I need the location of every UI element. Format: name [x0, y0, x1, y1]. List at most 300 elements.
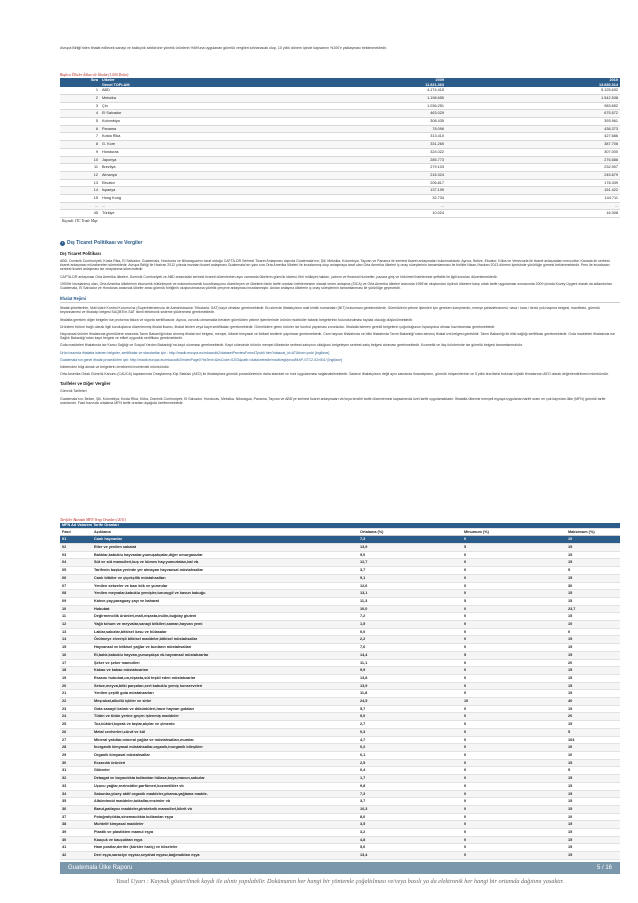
maximum-cell: 30: [566, 582, 620, 590]
header-country: Ülkeler: [100, 78, 332, 83]
description-cell: Et,balık,kabuklu hayvan,yumuşakça vb.hayvansal müstahzarlar: [92, 651, 358, 659]
table-row: [60, 821, 620, 829]
table-row: [60, 790, 620, 798]
import-countries-table: [60, 78, 620, 225]
maximum-cell: 10: [566, 813, 620, 821]
country-cell: ABD: [100, 87, 332, 94]
table-row: [60, 605, 620, 613]
maximum-cell: 15: [566, 821, 620, 829]
description-cell: Canlı bitkiler ve çiçekçilik müstahsalları: [92, 574, 358, 582]
country-cell: ...: [100, 202, 332, 210]
maximum-cell: 15: [566, 705, 620, 713]
average-cell: 13,4: [358, 852, 462, 860]
value-2010-cell: 427.686: [446, 133, 620, 141]
table-row: [60, 590, 620, 598]
maximum-cell: 40: [566, 698, 620, 706]
table-row: [60, 102, 620, 110]
value-2009-cell: 279.103: [332, 164, 446, 172]
fasil-cell: 07: [60, 582, 92, 590]
rank-cell: 9: [60, 148, 100, 156]
mfn-table-wrapper: [60, 518, 620, 860]
table-row: [60, 775, 620, 783]
fasil-cell: 19: [60, 674, 92, 682]
country-cell: Türkiye: [100, 210, 332, 218]
minimum-cell: 0: [462, 705, 566, 713]
table-row: [60, 187, 620, 195]
description-cell: Tuz,kükürt,toprak ve taşlar,alçılar ve çimento: [92, 721, 358, 729]
paragraph: Ürünlerin türüne bağlı olarak ilgili kuruluşlarca düzenlenmiş ithalat lisansı, ithalat izinleri veya kayıt sertifikaları gerekmektedir. Gümrüklere gelen ürünler ise kontrol yapılması zorunludur. İthalatta istenen gerekli belgelerin çoğunluğunun İspanyolca olması hazırlanması gerekmektedir.: [60, 324, 496, 329]
minimum-cell: 0: [462, 790, 566, 798]
country-cell: Honduras: [100, 148, 332, 156]
value-2009-cell: 331.265: [332, 141, 446, 149]
value-2010-cell: 307.000: [446, 148, 620, 156]
minimum-cell: 0: [462, 605, 566, 613]
description-cell: Yağlı tohum ve meyvalar,sanayi bitkileri,saman,hayvan yemi: [92, 621, 358, 629]
description-cell: Fotoğrafçılıkta,sinemacılıkta kullanılan eşya: [92, 813, 358, 821]
table-row: [60, 728, 620, 736]
table-row: [60, 813, 620, 821]
description-cell: Hububat: [92, 605, 358, 613]
average-cell: 0,0: [358, 628, 462, 636]
description-cell: Sabunlar,yüzey aktif organik maddeler,yıkama-yağlama madde.: [92, 790, 358, 798]
description-cell: Yenilen sebzeler ve bazı kök ve yumrular: [92, 582, 358, 590]
average-cell: 9,8: [358, 782, 462, 790]
link-paragraph[interactable]: Ürün bazında ithalatta istenen belgeler, sertifikalar ve standartlar için : http://madb.europa.eu/mkaccdb2/datasetPreviewFormATpubli.htm?datacat_id=AT&from=publ [ingilizce]: [60, 350, 330, 355]
fasil-cell: 09: [60, 597, 92, 605]
maximum-cell: 15: [566, 644, 620, 652]
maximum-cell: 5: [566, 567, 620, 575]
maximum-cell: 10: [566, 751, 620, 759]
country-cell: Kosta Rika: [100, 133, 332, 141]
description-cell: Değirmencilik ürünleri,malt,nişasta,inülin,buğday gluteni: [92, 613, 358, 621]
maximum-cell: 15: [566, 690, 620, 698]
description-cell: Canlı hayvanlar: [92, 536, 358, 544]
average-cell: 5,6: [358, 844, 462, 852]
maximum-cell: 15: [566, 682, 620, 690]
description-cell: Gübreler: [92, 767, 358, 775]
table-row: [60, 87, 620, 94]
minimum-cell: 0: [462, 582, 566, 590]
maximum-cell: 15: [566, 544, 620, 552]
rank-cell: 8: [60, 141, 100, 149]
average-cell: 14,4: [358, 651, 462, 659]
table-row: [60, 759, 620, 767]
description-cell: Etler ve yenilen sakatat: [92, 544, 358, 552]
paragraph: 1993'te imzalanmış olan, Orta Amerika ülkelerinin ekonomik bütünleşme ve makroekonomik koordinasyonu düzenleyen ve ülkelerin farklı tarife oranları belirlemesine olanak veren anlaşma (SICA) ve Orta Amerika ülkeleri arasında 1998'de oluşturulan üçüncü ülkelere karşı ortak tarife uygulaması sonrasında 2009 yılında Kuzey Üçgeni olarak da adlandırılan Guatemala, El Salvador ve Honduras arasında ülkeler arası gümrük birliğinin oluşturulmasına yönelik çerçeve anlaşması imzalanmıştır. Anılan anlaşma ülkelerin iç onay süreçlerinin tamamlanması ile yürürlüğe geçecektir.: [60, 281, 612, 291]
minimum-cell: 0: [462, 590, 566, 598]
average-cell: 3,2: [358, 829, 462, 837]
table-row: [60, 551, 620, 559]
table-row: [60, 682, 620, 690]
value-2010-cell: 151.422: [446, 187, 620, 195]
trade-policy-section: [60, 240, 620, 408]
section-title: [60, 240, 620, 246]
rank-cell: 4: [60, 110, 100, 118]
average-cell: 3,7: [358, 567, 462, 575]
country-cell: Japonya: [100, 156, 332, 164]
value-2009-cell: 463.029: [332, 110, 446, 118]
average-cell: 11,8: [358, 690, 462, 698]
subheading-trade-policy: Dış Ticaret Politikası: [60, 251, 101, 256]
fasil-cell: 20: [60, 682, 92, 690]
table-row: [60, 836, 620, 844]
minimum-cell: 0: [462, 844, 566, 852]
maximum-cell: 15: [566, 759, 620, 767]
value-2009-cell: 324.022: [332, 148, 446, 156]
maximum-cell: 15: [566, 636, 620, 644]
table-row: [60, 628, 620, 636]
intro-paragraph: [60, 46, 620, 50]
description-cell: Kahve,çay,paraguay çayı ve baharat: [92, 597, 358, 605]
average-cell: 0,1: [358, 751, 462, 759]
average-cell: 7,3: [358, 790, 462, 798]
table-row: [60, 651, 620, 659]
table-row: [60, 202, 620, 210]
paragraph: CAFTA-DR anlaşması Orta Amerika ülkeleri, Dominik Cumhuriyeti ve ABD arasındaki serbest ticareti düzenlerken aynı zamanda ülkelerin gümrük idaresi, fikri mülkiyet hakları, yatırım ve finansal hizmetler, pazara giriş ve hükümet ihalelerinde şeffaflık ile ilgili konuları düzenlemektedir.: [60, 274, 498, 279]
table-row: [60, 798, 620, 806]
maximum-cell: 15: [566, 829, 620, 837]
maximum-cell: 15: [566, 798, 620, 806]
minimum-cell: 0: [462, 536, 566, 544]
description-cell: Örülmeye elverişli bitkisel maddeler,bitkisel müstahsallar: [92, 636, 358, 644]
table-row: [60, 156, 620, 164]
fasil-cell: 37: [60, 813, 92, 821]
description-cell: Sebze,meyva,bitki parçaları,sert kabuklu yemiş konserveleri: [92, 682, 358, 690]
description-cell: Laklar,sakızlar,bitkisel özsu ve hülasalar: [92, 628, 358, 636]
description-cell: Mineral yakıtlar,mineral yağlar ve müstahsalları,mumlar: [92, 736, 358, 744]
rank-cell: 11: [60, 164, 100, 172]
table-row: [60, 210, 620, 218]
table-row: [60, 148, 620, 156]
table-row: [60, 125, 620, 133]
fasil-cell: 36: [60, 805, 92, 813]
fasil-cell: 40: [60, 836, 92, 844]
value-2010-cell: 675.572: [446, 110, 620, 118]
description-cell: Deri eşya,saraciye eşyası,seyahat eşyası,bağırsaktan eşya: [92, 852, 358, 860]
maximum-cell: 5: [566, 767, 620, 775]
fasil-cell: 29: [60, 751, 92, 759]
description-cell: Eczacılık ürünleri: [92, 759, 358, 767]
fasil-cell: 38: [60, 821, 92, 829]
table-row: [60, 164, 620, 172]
table-row: [60, 713, 620, 721]
header-2010: 2010: [446, 78, 620, 83]
average-cell: 13,8: [358, 674, 462, 682]
value-2010-cell: 1.542.538: [446, 94, 620, 102]
description-cell: Ham postlar,deriler (kürkler hariç) ve köseleler: [92, 844, 358, 852]
value-2010-cell: 5.125.632: [446, 87, 620, 94]
minimum-cell: 0: [462, 751, 566, 759]
minimum-cell: 0: [462, 659, 566, 667]
maximum-cell: 0: [566, 628, 620, 636]
paragraph: Guatemala'nın; Belize, Şili, Kolombiya, Kosta Rika, Küba, Dominik Cumhuriyeti, El Salvador, Honduras, Meksika, Nikaragua, Panama, Tayvan ve ABD'ye serbest ticaret anlaşmaları ve/veya tercihli tarife düzenlemesi kapsamında özel tarife uygulamaktadır. İthalatta ülkemiz menşeli eşyaya uygulanan tarife oranı en çok kayırılan ülke (MFN) gümrük tarife oranlarıdır. Fasıl bazında ortalama MFN tarife oranları aşağıda özetlenmektedir:: [60, 396, 606, 405]
minimum-cell: 0: [462, 636, 566, 644]
country-cell: Almanya: [100, 171, 332, 179]
legal-disclaimer: Yasal Uyarı : Kaynak gösterilmek kaydı ile alıntı yapılabilir. Dokümanın her hangi bir yöntemle çoğaltılması ve/veya basılı ya da elektronik her hangi bir ortamda dağıtımı yasaktır.: [116, 878, 564, 885]
description-cell: Muhtelif kimyasal maddeler: [92, 821, 358, 829]
value-2010-cell: 276.586: [446, 156, 620, 164]
minimum-cell: 0: [462, 782, 566, 790]
maximum-cell: 15: [566, 559, 620, 567]
maximum-cell: 20: [566, 713, 620, 721]
maximum-cell: 15: [566, 721, 620, 729]
table-row: [60, 133, 620, 141]
fasil-cell: 28: [60, 744, 92, 752]
description-cell: Organik kimyasal müstahsallar: [92, 751, 358, 759]
fasil-cell: 10: [60, 605, 92, 613]
fasil-cell: 08: [60, 590, 92, 598]
fasil-cell: 06: [60, 574, 92, 582]
table-row: [60, 829, 620, 837]
table-row: [60, 195, 620, 203]
fasil-cell: 21: [60, 690, 92, 698]
paragraph: ABD, Dominik Cumhuriyeti, Kosta Rika, El Salvador, Guatemala, Honduras ve Nikaragua'nın taraf olduğu CAFTA-DR Serbest Ticaret Anlaşması dışında Guatemala'nın; Şili, Meksika, Kolombiya, Tayvan ve Panama ile serbest ticaret anlaşmaları bulunmaktadır. Ayrıca, Belize, Ekvator, Küba ve Venezuela ile ticaret anlaşmaları mevcuttur. Kanada ile serbest ticaret anlaşması müzakereleri sürmektedir. Avrupa Birliği ile Haziran 2012 yılında imzalan ticaret anlaşması Guatemala'nın yanı sıra Orta Amerika ülkeleri ile imzalanmış olup anlaşmaya taraf olan Orta Amerika ülkeleri iç onay süreçlerinin tamamlanması ile birlikte Nisan-Haziran 2013 dönemi içerisinde yürürlüğe girmesi beklenmektedir. Peru ile imzalanan serbest ticaret anlaşması ise onaylanma sürecindedir.: [60, 259, 610, 272]
fasil-cell: 16: [60, 651, 92, 659]
country-cell: Kolombiya: [100, 118, 332, 126]
rank-cell: 3: [60, 102, 100, 110]
value-2009-cell: 206.817: [332, 179, 446, 187]
fasil-cell: 13: [60, 628, 92, 636]
fasil-cell: 27: [60, 736, 92, 744]
rank-cell: 15: [60, 195, 100, 203]
rank-cell: 2: [60, 94, 100, 102]
table-row: [60, 621, 620, 629]
average-cell: 9,0: [358, 713, 462, 721]
page-number: 5 / 16: [596, 865, 612, 871]
table-row: [60, 751, 620, 759]
paragraph: İthalat şirketlerinin, Mali İdare Kontrol Kurumu'na (Superintendencia de Administración Tributaria, SAT) kayıt olmaları gerekmektedir. Bu sürecte ithalatçıların mali kimlik numaraları (NIT) bulunması gerekmektedir. Gümrüklerin çekme işlemleri için gereken konşimento, menşe şahadetnamesi, hava / kara / deniz yolu taşıma belgesi, manifesto, gümrük beyannamesi ve ithalatçı belgesi SAQB'E/e-SAT isimli elektronik sisteme yüklenmesi gerekmektedir.: [60, 306, 600, 315]
table-row: [60, 844, 620, 852]
maximum-cell: 15: [566, 805, 620, 813]
table-row: [60, 736, 620, 744]
fasil-cell: 02: [60, 544, 92, 552]
value-2009-cell: ...: [332, 202, 446, 210]
average-cell: 1,5: [358, 621, 462, 629]
maximum-cell: 15: [566, 597, 620, 605]
fasil-cell: 23: [60, 705, 92, 713]
fasil-cell: 31: [60, 767, 92, 775]
description-cell: Debagat ve boyacılıkta kullanılan hülasa,boya,macun,sakızlar: [92, 775, 358, 783]
table-row: [60, 110, 620, 118]
rank-cell: 10: [60, 156, 100, 164]
minimum-cell: 5: [462, 651, 566, 659]
average-cell: 10,3: [358, 805, 462, 813]
table-row: [60, 536, 620, 544]
fasil-cell: 05: [60, 567, 92, 575]
fasil-cell: 03: [60, 551, 92, 559]
rank-cell: 7: [60, 133, 100, 141]
country-cell: Ekvator: [100, 179, 332, 187]
maximum-cell: 15: [566, 590, 620, 598]
table-row: [60, 690, 620, 698]
paragraph: İnklerinden bilgi almak ve belgelerin örneklerini incelemek mümkündür.: [60, 365, 170, 370]
value-2009-cell: 1.036.251: [332, 102, 446, 110]
minimum-cell: 0: [462, 574, 566, 582]
description-cell: Hayvansal ve bitkisel yağlar ve bunların müstahsalları: [92, 644, 358, 652]
average-cell: 4,8: [358, 836, 462, 844]
maximum-cell: 23,7: [566, 605, 620, 613]
average-cell: 7,2: [358, 613, 462, 621]
fasil-cell: 18: [60, 667, 92, 675]
paragraph: Hayvansal ürünler ithalatında gümrüklere arasında Tarım Bakanlığı'ndan alınmış ithalat izni belgesi, menşei, ülkede kimyasal ve fiziksel testlerin yapılması gerekmektedir. Cam hayvan ithalatında ve bitki ithalatında Tarım Bakanlığı'ndan alınmış ithalat izni belgesi gereklidir. Tarım Bakanlığı ile bitki sağlığı sertifikası gerekmektedir. Gıda maddeleri ithalatında ise Sağlık Bakanlığı'ndan kayıt belgesi ve etiket uygunluk sertifikası gerekmektedir.: [60, 332, 615, 341]
minimum-cell: 0: [462, 798, 566, 806]
table-row: [60, 559, 620, 567]
value-2010-cell: 16.308: [446, 210, 620, 218]
description-cell: Tarifenin başka yerinde yer almayan hayvansal müstahsallar: [92, 567, 358, 575]
total-2010: 13.830.314: [446, 83, 620, 88]
average-cell: 13,9: [358, 682, 462, 690]
table-row: [60, 94, 620, 102]
maximum-cell: 5: [566, 728, 620, 736]
table-row: [60, 613, 620, 621]
table-row: [60, 597, 620, 605]
paragraph: Gıda maddeleri ithalatında ise Kamu Sağlığı ve Sosyal Yardım Bakanlığı'na kayıt olunması gerekmektedir. Kayıt sürecinde ürünün menşei ülkesinde serbest satışının olduğunu belgeleyen serbest satış belgesi alınması gerekmektedir. Kozmetik ve ilaç ürünlerinde ise gümrük belgesi tamamlanmalıdır.: [60, 343, 523, 348]
table-row: [60, 805, 620, 813]
table-row: [60, 141, 620, 149]
average-cell: 10,0: [358, 605, 462, 613]
minimum-cell: 0: [462, 567, 566, 575]
minimum-cell: 0: [462, 852, 566, 860]
minimum-cell: 5: [462, 544, 566, 552]
paragraph: Orta Amerika Ortak Gümrük Kanunu (CAUCA) kapsamında Onaylanmış Kişi Statüsü (AEO) ile ithalatçılara gümrük prosedürlerinin daha standart ve hızlı uygulanması sağlanabilmektedir. Sadece ithalatçıların değil aynı zamanda ihracatçıların, gümrük müşavirlerinin ve 5 yıllık tecrübesi bulunan lojistik firmalarının AEO olarak değerlendirilmesi mümkündür.: [60, 372, 609, 377]
table-row: [60, 767, 620, 775]
average-cell: 3,5: [358, 821, 462, 829]
table2-title: MFN Ad Valorem Tarife Oranları: [60, 523, 620, 528]
table1-source: Kaynak: ITC Trade Map: [60, 218, 620, 225]
average-cell: 0,4: [358, 767, 462, 775]
table-row: [60, 171, 620, 179]
table-row: [60, 852, 620, 860]
table-row: [60, 698, 620, 706]
value-2009-cell: 216.324: [332, 171, 446, 179]
value-2009-cell: 78.096: [332, 125, 446, 133]
minimum-cell: 5: [462, 597, 566, 605]
country-cell: Çin: [100, 102, 332, 110]
description-cell: Barut,patlayıcı maddeler,piroteknik mamulleri,kibrit vb: [92, 805, 358, 813]
value-2010-cell: 438.373: [446, 125, 620, 133]
fasil-cell: 14: [60, 636, 92, 644]
fasil-cell: 17: [60, 659, 92, 667]
country-cell: El Salvador: [100, 110, 332, 118]
description-cell: Kauçuk ve kauçuktan eşya: [92, 836, 358, 844]
description-cell: Metal cevherleri,cüruf ve kül: [92, 728, 358, 736]
average-cell: 0,2: [358, 744, 462, 752]
fasil-cell: 22: [60, 698, 92, 706]
description-cell: Kakao ve kakao müstahzarları: [92, 667, 358, 675]
total-2009: 11.521.363: [332, 83, 446, 88]
description-cell: Tütün ve tütün yerine geçen işlenmiş maddeler: [92, 713, 358, 721]
maximum-cell: 15: [566, 674, 620, 682]
average-cell: 2,7: [358, 721, 462, 729]
maximum-cell: 15: [566, 651, 620, 659]
mfn-tariff-table: [60, 523, 620, 860]
average-cell: 12,7: [358, 559, 462, 567]
description-cell: Yenilen meyvalar,kabuklu yemişler,turunçgil ve kavun kabuğu: [92, 590, 358, 598]
link-paragraph[interactable]: Guatemala'nın genel ithalat prosedürleri için: http://madb.europa.eu/mkaccdb2/indexPage0?hsText=&hsCode=0203&path=/data/website/madb/egt/prod/MAP-GT12-02v001/ [İngilizce]: [60, 357, 343, 362]
country-cell: Brezilya: [100, 164, 332, 172]
minimum-cell: 0: [462, 759, 566, 767]
fasil-cell: 15: [60, 644, 92, 652]
average-cell: 13,1: [358, 590, 462, 598]
table-row: [60, 574, 620, 582]
table-row: [60, 179, 620, 187]
description-cell: Esasını hububat,un,nişasta,süt teşkil eden müstahzarlar: [92, 674, 358, 682]
description-cell: İnorganik kimyasal müstahsallar,organik,inorganik bileşikler: [92, 744, 358, 752]
value-2010-cell: 232.907: [446, 164, 620, 172]
value-2009-cell: 137.195: [332, 187, 446, 195]
header-fasil: Fasıl: [60, 528, 92, 536]
minimum-cell: 0: [462, 744, 566, 752]
header-rank: Sıra: [60, 78, 100, 83]
fasil-cell: 32: [60, 775, 92, 783]
country-cell: G. Kore: [100, 141, 332, 149]
description-cell: Şeker ve şeker mamulleri: [92, 659, 358, 667]
table2-caption: Tarifeler Bazında MFN Vergi Oranları (2011): [60, 518, 126, 522]
header-2009: 2009: [332, 78, 446, 83]
fasil-cell: 39: [60, 829, 92, 837]
fasil-cell: 04: [60, 559, 92, 567]
fasil-cell: 24: [60, 713, 92, 721]
footer-title: Guatemala Ülke Raporu: [68, 865, 133, 871]
average-cell: 7,3: [358, 536, 462, 544]
table-row: [60, 721, 620, 729]
table-row: [60, 667, 620, 675]
average-cell: 2,2: [358, 636, 462, 644]
subheading-import-regime: İthalat Rejimi: [60, 296, 620, 303]
rank-cell: 6: [60, 125, 100, 133]
table-row: [60, 582, 620, 590]
value-2009-cell: 313.410: [332, 133, 446, 141]
rank-cell: 45: [60, 210, 100, 218]
maximum-cell: 104: [566, 736, 620, 744]
value-2010-cell: 178.339: [446, 179, 620, 187]
value-2009-cell: 285.773: [332, 156, 446, 164]
average-cell: 12,6: [358, 582, 462, 590]
average-cell: 4,7: [358, 736, 462, 744]
average-cell: 9,1: [358, 574, 462, 582]
minimum-cell: 0: [462, 682, 566, 690]
maximum-cell: 15: [566, 790, 620, 798]
maximum-cell: 15: [566, 574, 620, 582]
minimum-cell: 0: [462, 628, 566, 636]
value-2010-cell: 393.961: [446, 118, 620, 126]
description-cell: Süt ve süt mamulleri,kuş ve kümes hay.yumurtaları,bal vb.: [92, 559, 358, 567]
country-cell: İspanya: [100, 187, 332, 195]
table-row: [60, 744, 620, 752]
maximum-cell: 20: [566, 659, 620, 667]
fasil-cell: 26: [60, 728, 92, 736]
rank-cell: 13: [60, 179, 100, 187]
table-row: [60, 636, 620, 644]
fasil-cell: 42: [60, 852, 92, 860]
fasil-cell: 30: [60, 759, 92, 767]
average-cell: 11,3: [358, 597, 462, 605]
table-row: [60, 567, 620, 575]
value-2010-cell: 387.706: [446, 141, 620, 149]
minimum-cell: 0: [462, 674, 566, 682]
value-2009-cell: 4.174.415: [332, 87, 446, 94]
intro-text: Avrupa Birliği'nden ithalat edilecek sanayi ve balıkçılık sektörüne yönelik ürünlerin %69'una uygulanan gümrük vergileri sıfırlanacak olup, 10 yıllık dönem içinde kapsamın %100'e yaklaşması beklenmektedir.: [60, 46, 388, 50]
average-cell: 24,5: [358, 698, 462, 706]
minimum-cell: 0: [462, 613, 566, 621]
country-cell: Hong Kong: [100, 195, 332, 203]
description-cell: Plastik ve plastikten mamul eşya: [92, 829, 358, 837]
fasil-cell: 35: [60, 798, 92, 806]
value-2010-cell: 144.711: [446, 195, 620, 203]
average-cell: 0,3: [358, 728, 462, 736]
minimum-cell: 0: [462, 736, 566, 744]
page-footer: [60, 862, 620, 874]
